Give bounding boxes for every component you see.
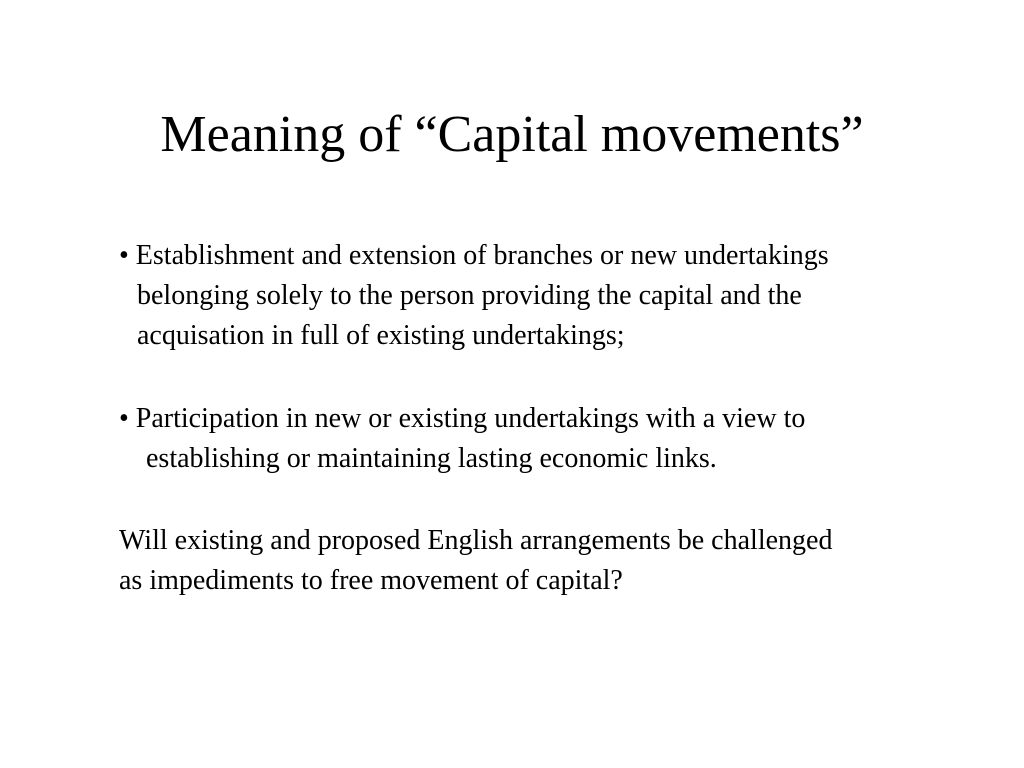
- bullet-line: • Participation in new or existing undertakings with a view to: [119, 403, 806, 434]
- bullet-line: belonging solely to the person providing the capital and the: [137, 280, 802, 311]
- bullet-line: acquisation in full of existing undertakings;: [137, 320, 625, 351]
- bullet-line: • Establishment and extension of branches or new undertakings: [119, 240, 829, 271]
- slide-title: Meaning of “Capital movements”: [160, 106, 864, 163]
- bullet-item-participation: [119, 399, 805, 479]
- paragraph-line: Will existing and proposed English arrangements be challenged: [119, 525, 833, 556]
- paragraph-line: as impediments to free movement of capital?: [119, 565, 623, 596]
- bullet-item-establishment: [119, 236, 829, 356]
- question-paragraph: [119, 521, 832, 601]
- bullet-line: establishing or maintaining lasting economic links.: [146, 443, 717, 474]
